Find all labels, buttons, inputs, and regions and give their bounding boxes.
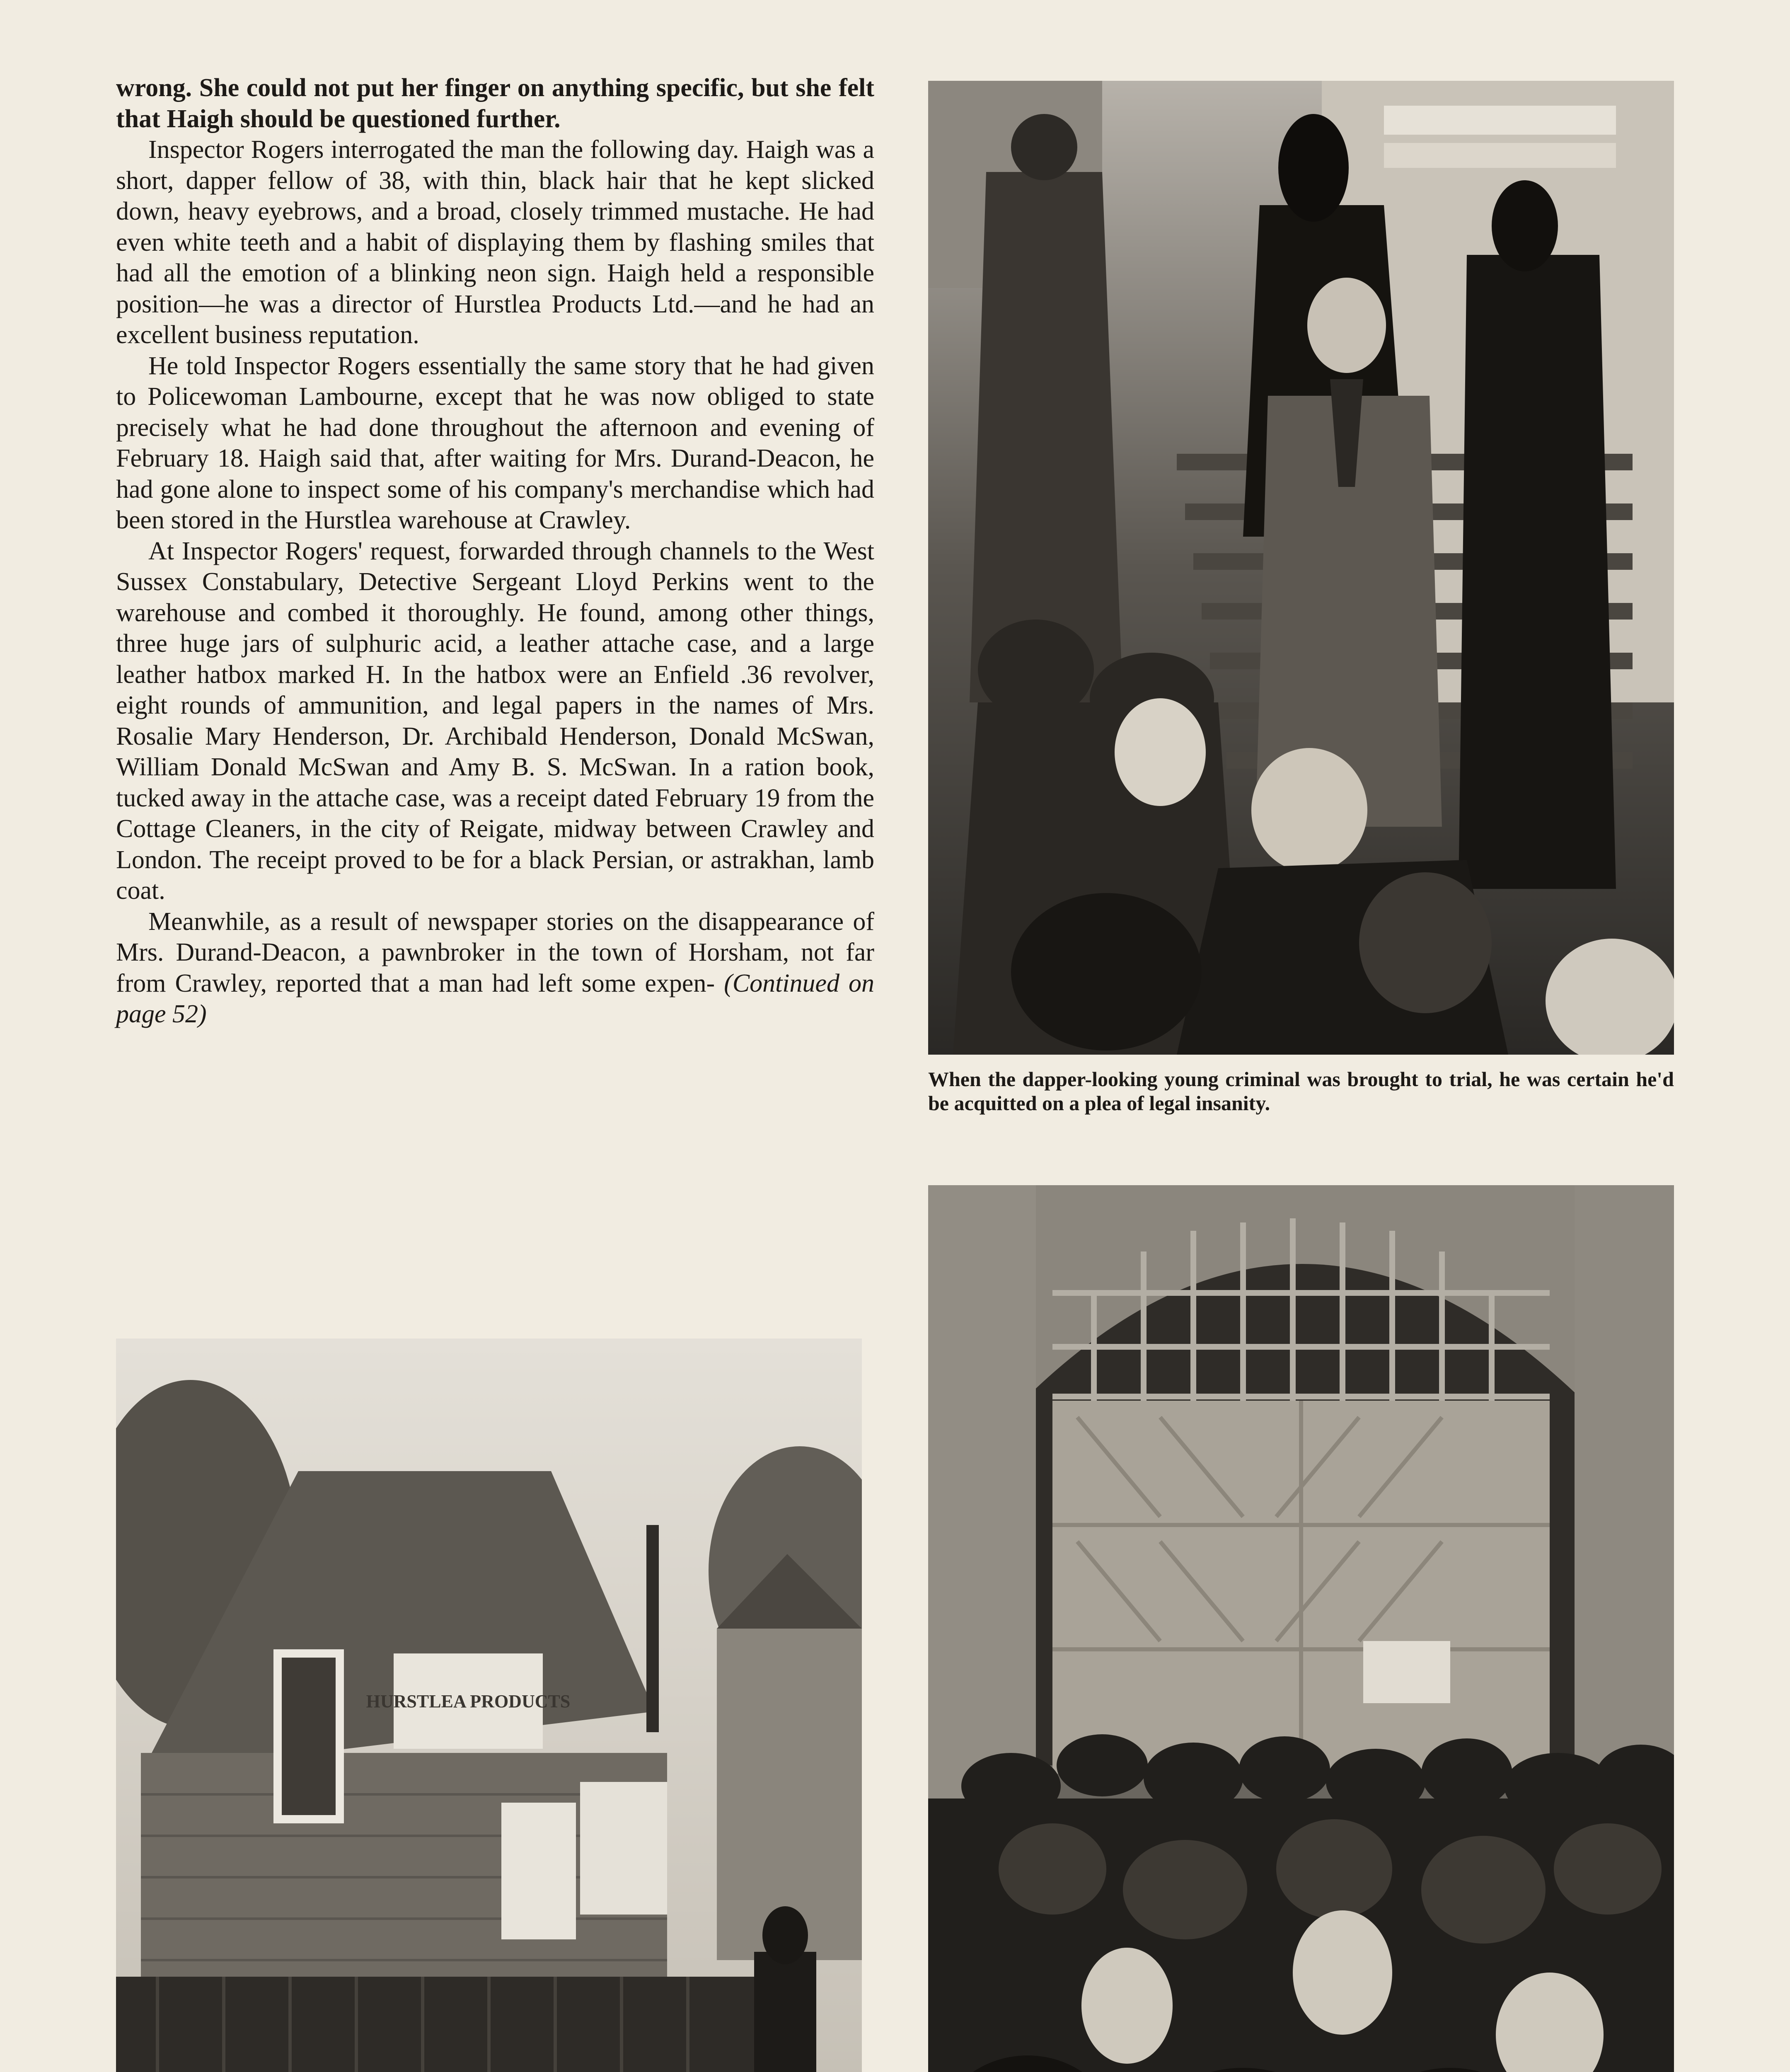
paragraph-2: Inspector Rogers interrogated the man the following day. Haigh was a short, dapper fellow of 38, with thin, black hair that he kept slicked down, heavy eyebrows, and a broad, closely trimmed mustache. He had even white teeth and a habit of displaying them by flashing smiles that had all the emotion of a blinking neon sign. Haigh held a responsible position—he was a director of Hurstlea Products Ltd.—and he had an excellent business reputation. <box>116 136 874 349</box>
paragraph-5 <box>116 906 874 1030</box>
paragraph-4: At Inspector Rogers' request, forwarded through channels to the West Sussex Constabulary, Detective Sergeant Lloyd Perkins went to the warehouse and combed it thoroughly. He found, among other things, three huge jars of sulphuric acid, a leather attache case, and a large leather hatbox marked H. In the hatbox were an Enfield .36 revolver, eight rounds of ammunition, and legal papers in the names of Mrs. Rosalie Mary Henderson, Dr. Archibald Henderson, Donald McSwan, William Donald McSwan and Amy B. S. McSwan. In a ration book, tucked away in the attache case, was a receipt dated February 19 from the Cottage Cleaners, in the city of Reigate, midway between Crawley and London. The receipt proved to be for a black Persian, or astrakhan, lamb coat. <box>116 537 874 905</box>
paragraph-5-text: Meanwhile, as a result of newspaper stories on the disappearance of Mrs. Durand-Deacon, a pawnbroker in the town of Horsham, not far from Crawley, reported that a man had left some expen- <box>116 907 874 997</box>
prison-photo <box>928 1185 1674 2072</box>
paragraph-1 <box>116 73 874 134</box>
factory-photo <box>116 1339 862 2072</box>
paragraph-1-text: wrong. She could not put her finger on anything specific, but she felt that Haigh should be questioned further. <box>116 74 874 133</box>
trial-caption: When the dapper-looking young criminal was brought to trial, he was certain he'd be acquitted on a plea of legal insanity. <box>928 1067 1674 1115</box>
paragraph-3: He told Inspector Rogers essentially the same story that he had given to Policewoman Lambourne, except that he was now obliged to state precisely what he had done throughout the afternoon and evening of February 18. Haigh said that, after waiting for Mrs. Durand-Deacon, he had gone alone to inspect some of his company's merchandise which had been stored in the Hurstlea warehouse at Crawley. <box>116 351 874 534</box>
continued-note: (Continued on page 52) <box>116 969 875 1028</box>
factory-sign-text: HURSTLEA PRODUCTS <box>366 1691 571 1711</box>
trial-photo <box>928 81 1674 1055</box>
article-body <box>116 73 874 1030</box>
